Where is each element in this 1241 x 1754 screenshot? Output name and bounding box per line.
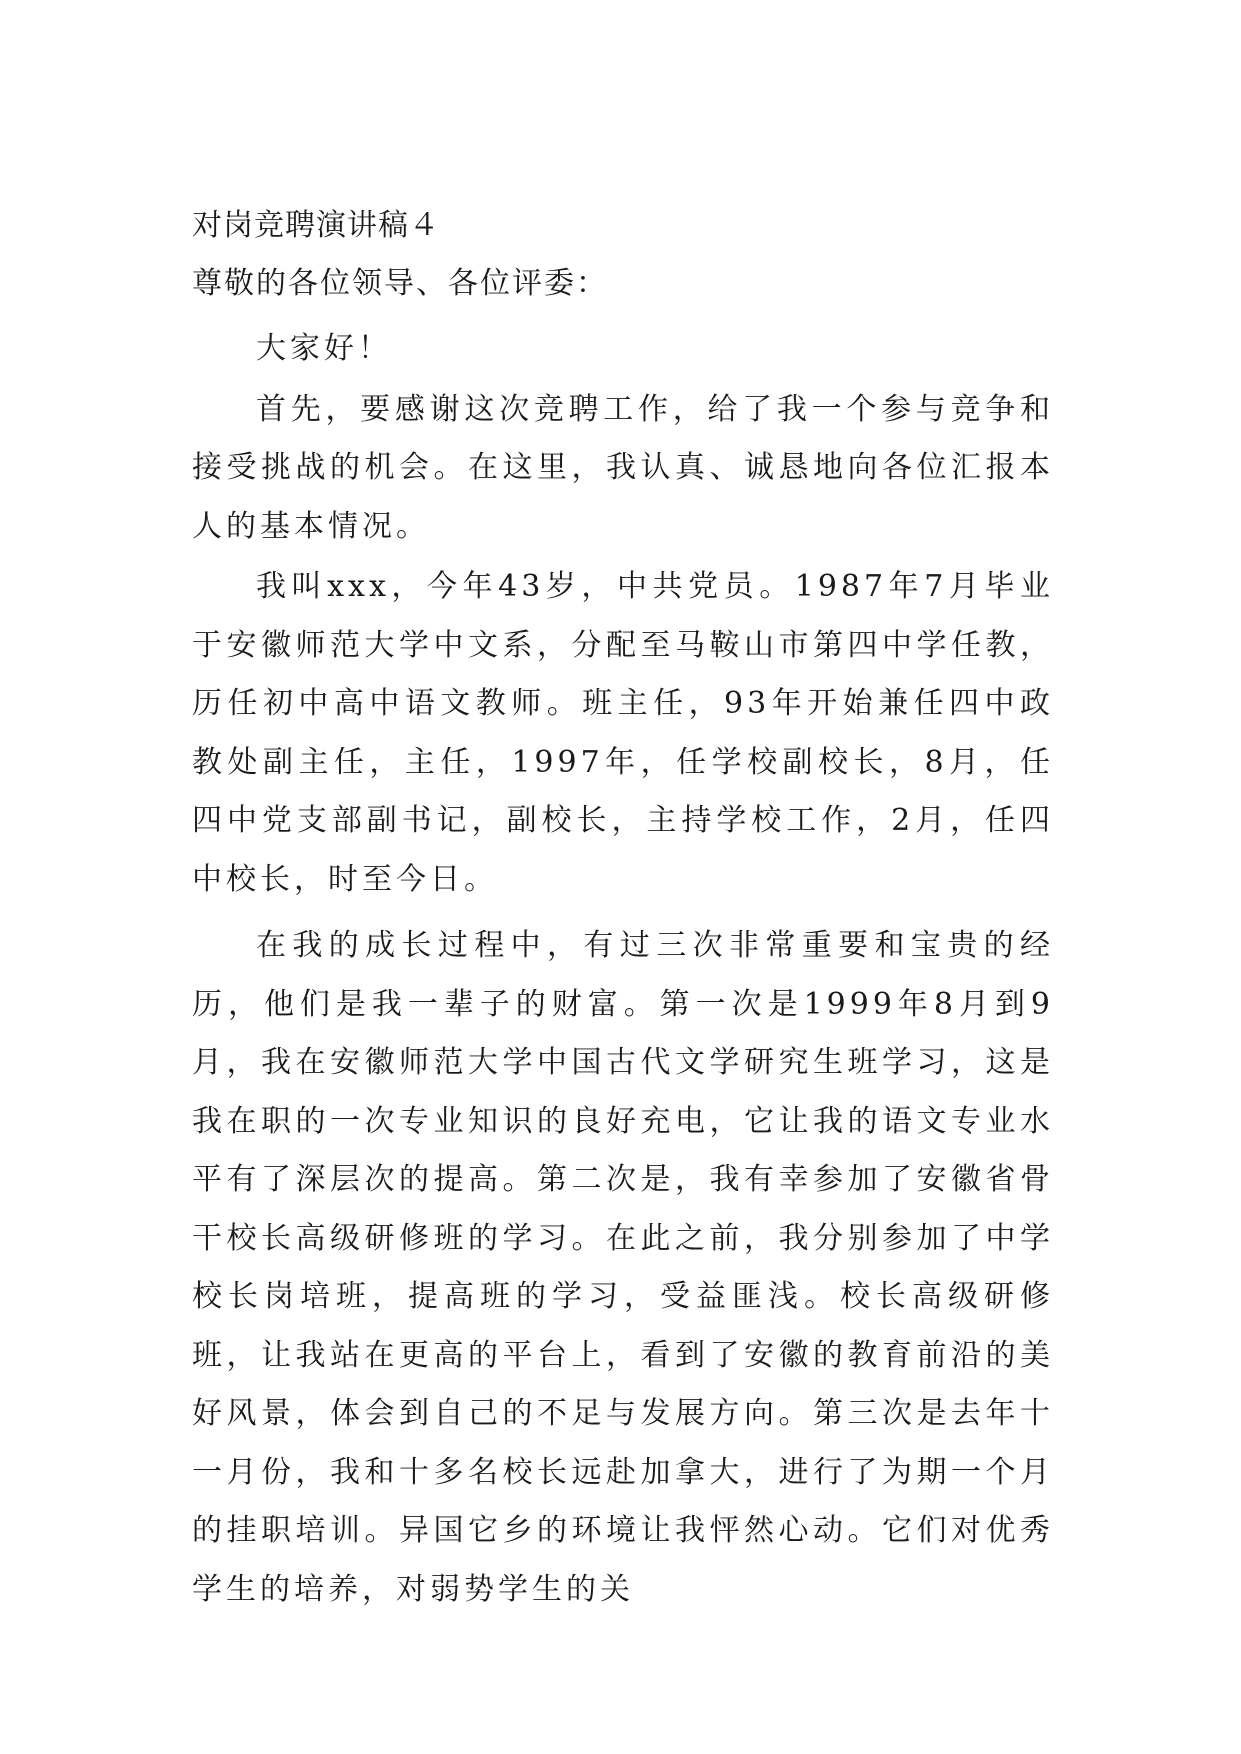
salutation: 尊敬的各位领导、各位评委： xyxy=(192,266,608,301)
document-body xyxy=(192,198,1054,1619)
paragraph-thanks: 首先，要感谢这次竞聘工作，给了我一个参与竞争和接受挑战的机会。在这里，我认真、诚恳地向各位汇报本人的基本情况。 xyxy=(192,391,1054,544)
paragraph-personal-info: 我叫xxx，今年43岁，中共党员。1987年7月毕业于安徽师范大学中文系，分配至马鞍山市第四中学任教，历任初中高中语文教师。班主任，93年开始兼任四中政教处副主任，主任，1997年，任学校副校长，8月，任四中党支部副书记，副校长，主持学校工作，2月，任四中校长，时至今日。 xyxy=(192,569,1054,897)
paragraph-experiences: 在我的成长过程中，有过三次非常重要和宝贵的经历，他们是我一辈子的财富。第一次是1999年8月到9月，我在安徽师范大学中国古代文学研究生班学习，这是我在职的一次专业知识的良好充电，它让我的语文专业水平有了深层次的提高。第二次是，我有幸参加了安徽省骨干校长高级研修班的学习。在此之前，我分别参加了中学校长岗培班，提高班的学习，受益匪浅。校长高级研修班，让我站在更高的平台上，看到了安徽的教育前沿的美好风景，体会到自己的不足与发展方向。第三次是去年十一月份，我和十多名校长远赴加拿大，进行了为期一个月的挂职培训。异国它乡的环境让我怦然心动。它们对优秀学生的培养，对弱势学生的关 xyxy=(192,928,1054,1607)
document-title: 对岗竞聘演讲稿４ xyxy=(192,208,440,243)
paragraph-greeting: 大家好！ xyxy=(256,331,392,366)
